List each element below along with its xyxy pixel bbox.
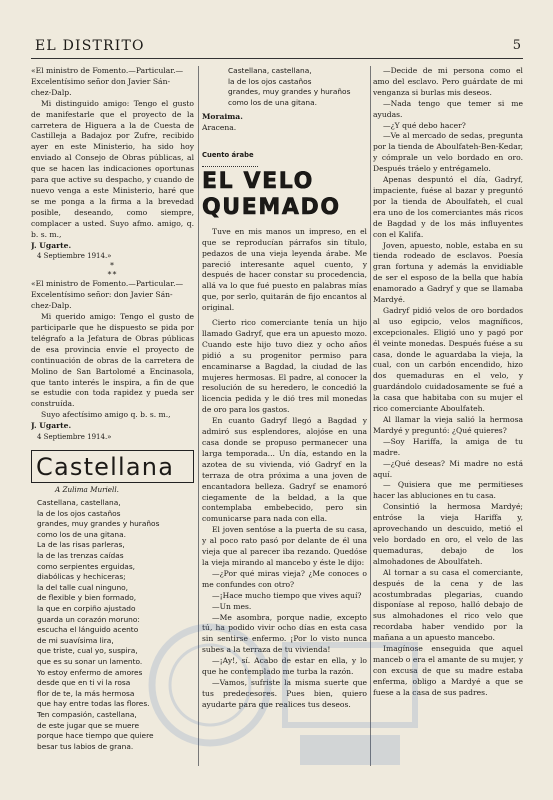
library-watermark: [140, 605, 430, 785]
letter2-date: 4 Septiembre 1914.»: [37, 433, 112, 442]
letter2-body: Mi querido amigo: Tengo el gusto de participarle que he dispuesto se pida por telégrafo a la Jefatura de Obras públicas de esa provincia envíe el proyecto de continuación de obras de la carretera de Molino de San Bartolomé a Encinasola, que tanto interés le inspira, a fin de que se estudie con toda rapidez y pueda ser construída.: [31, 312, 194, 409]
story-paragraph: Al llamar la vieja salió la hermosa Mardyé y preguntó: ¿Qué quieres?: [373, 415, 523, 435]
story-dialogue: —¿Y qué debo hacer?: [383, 120, 466, 130]
section-label: Cuento árabe: [202, 150, 254, 159]
story-dialogue: —Vamos, sufriste la misma suerte que tus predecesores. Pues bien, quiero ayudarte para que realices tus deseos.: [202, 677, 367, 709]
letter1-addressee: Excelentísimo señor don Javier Sán-: [31, 76, 171, 86]
story-dialogue: —Ve al mercado de sedas, pregunta por la tienda de Aboulfateh-Ben-Kedar, y cómprale un velo bordado en oro. Después tráelo y entrégamelo.: [373, 131, 523, 174]
story-dialogue: —¿Qué deseas? Mi madre no está aquí.: [373, 458, 523, 479]
story-paragraph: El joven sentóse a la puerta de su casa, y al poco rato pasó por delante de él una vieja que al parecer iba rezando. Quedóse la vieja mirando al mancebo y éste le dijo:: [202, 525, 367, 567]
letter2-addressee: Excelentísimo señor: don Javier Sán-: [31, 290, 173, 300]
poem-place: Aracena.: [202, 123, 237, 133]
story-dialogue: —Decide de mi persona como el amo del esclavo. Pero guárdate de mi venganza si burlas mis deseos.: [373, 66, 523, 97]
letter1-heading: «El ministro de Fomento.—Particular.—: [31, 66, 184, 75]
story-dialogue: —Me asombra, porque nadie, excepto tú, ha podido vivir ocho días en esta casa sin sentirse enfermo. ¡Por lo visto nunca subes a la terraza de tu vivienda!: [202, 612, 367, 655]
story-paragraph: En cuanto Gadryf llegó a Bagdad y admiró sus esplendores, alojóse en una casa donde se propuso permanecer una larga temporada... Un día, estando en la azotea de su vivienda, vió Gadryf en la terraza de otra próxima a una joven de encantadora belleza. Gadryf se enamoró ciegamente de la beldad, a la que contemplaba embebecido, pero sin comunicarse para nada con ella.: [202, 416, 367, 524]
letter2-heading: «El ministro de Fomento.—Particular.—: [31, 279, 184, 289]
story-paragraph: Apenas despuntó el día, Gadryf, impaciente, fuése al bazar y preguntó por la tienda de Aboulfateh, el cual era uno de los comerciantes más ricos de Bagdad y de los más influyentes con el Kalifa.: [373, 175, 523, 239]
letter2-closing: Suyo afectísimo amigo q. b. s. m.,: [41, 410, 171, 420]
letter2-signature: J. Ugarte.: [31, 421, 72, 431]
letter1-addressee-2: chez-Dalp.: [31, 87, 72, 97]
story-dialogue: —Nada tengo que temer si me ayudas.: [373, 98, 523, 119]
story-dialogue: —Soy Hariffa, la amiga de tu madre.: [373, 436, 523, 457]
asterism: * **: [107, 261, 118, 280]
story-dialogue: —¿Por qué miras vieja? ¿Me conoces o me confundes con otro?: [202, 568, 367, 589]
letter1-date: 4 Septiembre 1914.»: [37, 252, 112, 261]
story-paragraph: Imagínose enseguida que aquel manceb o era el amante de su mujer, y con excusa de que su madre estaba enferma, obligo a Mardyé a que se fuese a la casa de sus padres.: [373, 644, 523, 697]
story-paragraph: Cierto rico comerciante tenía un hijo llamado Gadryf, que era un apuesto mozo. Cuando este hijo tuvo diez y ocho años pidió a su progenitor permiso para encaminarse a Bagdad, la ciudad de las mujeres hermosas. El padre, al conocer la resolución de su heredero, le concedió la licencia pedida y le dió tres mil monedas de oro para los gastos.: [202, 318, 367, 415]
poem-title: Castellana: [31, 450, 194, 483]
story-dialogue: —Un mes.: [212, 601, 252, 611]
column-right: [373, 66, 523, 699]
section-underline: [202, 166, 258, 167]
poem-verses: Castellana, castellana, la de los ojos castaños grandes, muy grandes y huraños como los de una gitana. La de las risas parleras, la de las trenzas caídas como serpientes erguidas, diabólicas y hechiceras; la del talle cual ninguno, de flexible y bien formado, la que en corpiño ajustado guarda un corazón moruno: escucha el lánguido acento de mi suavísima lira, que triste, cual yo, suspira, que es su sonar un lamento. Yo estoy enfermo de amores desde que en ti vi la rosa flor de te, la más hermosa que hay entre todas las flores. Ten compasión, castellana, de este jugar que se muere porque hace tiempo que quiere besar tus labios de grana.: [37, 498, 160, 751]
poem-end-verses: Castellana, castellana, la de los ojos castaños grandes, muy grandes y huraños como los de una gitana.: [228, 66, 351, 107]
story-paragraph: Tuve en mis manos un impreso, en el que se reproducían párrafos sin título, pedazos de una vieja leyenda árabe. Me pareció interesante aquel cuento, y después de hacer constar su procedencia, allá va lo que fué puesto en palabras mías que, por serlo, quitarán de fijo encantos al original.: [202, 226, 367, 313]
story-title: EL VELO QUEMADO: [202, 168, 341, 220]
poem-author: Moraima.: [202, 112, 243, 122]
letter1-signature: J. Ugarte.: [31, 240, 72, 250]
header-rule: [31, 58, 523, 59]
story-paragraph: Gadryf pidió velos de oro bordados al uso egipcio, velos magníficos, excepcionales. Eligió uno y pagó por él veinte monedas. Después fuése a su casa, donde le aguardaba la vieja, la cual, con un carbón encendido, hizo dos quemaduras en el velo, y guardándolo cuidadosamente se fué a la casa que habitaba con su mujer el rico comerciante Aboulfateh.: [373, 305, 523, 414]
story-dialogue: — Quisiera que me permitieses hacer las abluciones en tu casa.: [373, 480, 523, 501]
poem-dedication: A Zulima Muriell.: [55, 485, 119, 495]
story-dialogue: —¡Hace mucho tiempo que vives aquí?: [212, 590, 362, 600]
story-paragraph: Al tornar a su casa el comerciante, después de la cena y de las acostumbradas plegarias, cuando disponíase al reposo, halló debajo de sus almohadones el rico velo que recordaba haber vendido por la mañana a un apuesto mancebo.: [373, 567, 523, 643]
newspaper-title: EL DISTRITO: [35, 38, 145, 54]
page-number: 5: [512, 38, 521, 53]
story-dialogue: —¡Ay!, sí. Acabo de estar en ella, y lo que he contemplado me turba la razón.: [202, 656, 367, 677]
page-header: [35, 38, 521, 56]
story-paragraph: Consintió la hermosa Mardyé; entróse la vieja Hariffa y, aprovechando un descuido, metió el velo bordado en oro, el velo de las quemaduras, debajo de los almohadones de Aboulfateh.: [373, 502, 523, 566]
letter1-body: Mi distinguido amigo: Tengo el gusto de manifestarle que el proyecto de la carretera de Higuera a la de Cuesta de Castilleja a Badajoz por Zufre, recibido ayer en este Ministerio, ha sido hoy enviado al Consejo de Obras públicas, al que se hacen las indicaciones oportunas para que active su despacho, y cuando de nuevo venga a este Ministerio, haré que se me ponga a la firma a la brevedad posible, deseando, como siempre, complacer a usted. Suyo afmo. amigo, q. b. s. m.,: [31, 98, 194, 239]
letter2-addressee-2: chez-Dalp.: [31, 301, 72, 311]
story-paragraph: Joven, apuesto, noble, estaba en su tienda rodeado de esclavos. Poesía gran fortuna y además la envidiable de ser el esposo de la bella que había enamorado a Gadryf y que se llamaba Mardyé.: [373, 240, 523, 305]
